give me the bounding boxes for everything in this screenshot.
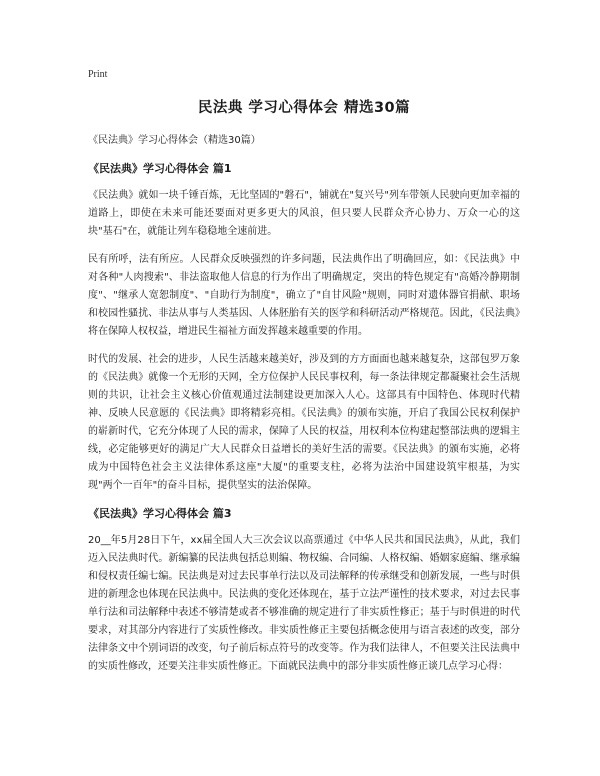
paragraph: 《民法典》就如一块千锤百炼，无比坚固的"磐石"，铺就在"复兴号"列车带领人民驶向更加幸福的道路上，即使在未来可能还要面对更多更大的风浪，但只要人民群众齐心协力、万众一心的这块"基石"在，就能让列车稳稳地全速前进。 xyxy=(88,190,520,237)
paragraph: 20__年5月28日下午，xx届全国人大三次会议以高票通过《中华人民共和国民法典》，从此，我们迈入民法典时代。新编纂的民法典包括总则编、物权编、合同编、人格权编、婚姻家庭编、继承编和侵权责任编七编。民法典是对过去民事单行法以及司法解释的传承继受和创新发展，一些与时俱进的新理念也体现在民法典中。民法典的变化还体现在，基于立法严谨性的技术要求，对过去民事单行法和司法解释中表述不够清楚或者不够准确的规定进行了非实质性修正；基于与时俱进的时代要求，对其部分内容进行了实质性修改。非实质性修正主要包括概念使用与语言表述的改变，部分法律条文中个别词语的改变，句子前后标点符号的改变等。作为我们法律人，不但要关注民法典中的实质性修改，还要关注非实质性修正。下面就民法典中的部分非实质性修正谈几点学习心得： xyxy=(88,535,520,672)
paragraph: 时代的发展、社会的进步，人民生活越来越美好，涉及到的方方面面也越来越复杂，这部包罗万象的《民法典》就像一个无形的天网，全方位保护人民民事权利，每一条法律规定都凝聚社会生活规则的共识，让社会主义核心价值观通过法制建设更加深入人心。这部具有中国特色、体现时代精神、反映人民意愿的《民法典》即将精彩亮相。《民法典》的颁布实施，开启了我国公民权利保护的崭新时代，它充分体现了人民的需求，保障了人民的权益，用权利本位构建起整部法典的逻辑主线，必定能够更好的满足广大人民群众日益增长的美好生活的需要。《民法典》的颁布实施，必将成为中国特色社会主义法律体系这座"大厦"的重要支柱，必将为法治中国建设筑牢根基，为实现"两个一百年"的奋斗目标，提供坚实的法治保障。 xyxy=(88,354,520,491)
print-link[interactable]: Print xyxy=(88,69,108,80)
document-body xyxy=(88,96,520,686)
paragraph: 民有所呼，法有所应。人民群众反映强烈的许多问题，民法典作出了明确回应，如：《民法典》中对各种"人肉搜索"、非法盗取他人信息的行为作出了明确规定，突出的特色规定有"高婚冷静期制度"、"继承人宽恕制度"、"自助行为制度"，确立了"自甘风险"规则，同时对遗体器官捐献、职场和校园性骚扰、非法从事与人类基因、人体胚胎有关的医学和科研活动严格规范。因此，《民法典》将在保障人权权益，增进民生福祉方面发挥越来越重要的作用。 xyxy=(88,254,520,337)
section-heading-3: 《民法典》学习心得体会 篇3 xyxy=(88,507,232,520)
page-title: 民法典 学习心得体会 精选30篇 xyxy=(197,100,411,116)
document-subtitle: 《民法典》学习心得体会（精选30篇） xyxy=(88,135,261,146)
section-heading-1: 《民法典》学习心得体会 篇1 xyxy=(88,162,232,175)
